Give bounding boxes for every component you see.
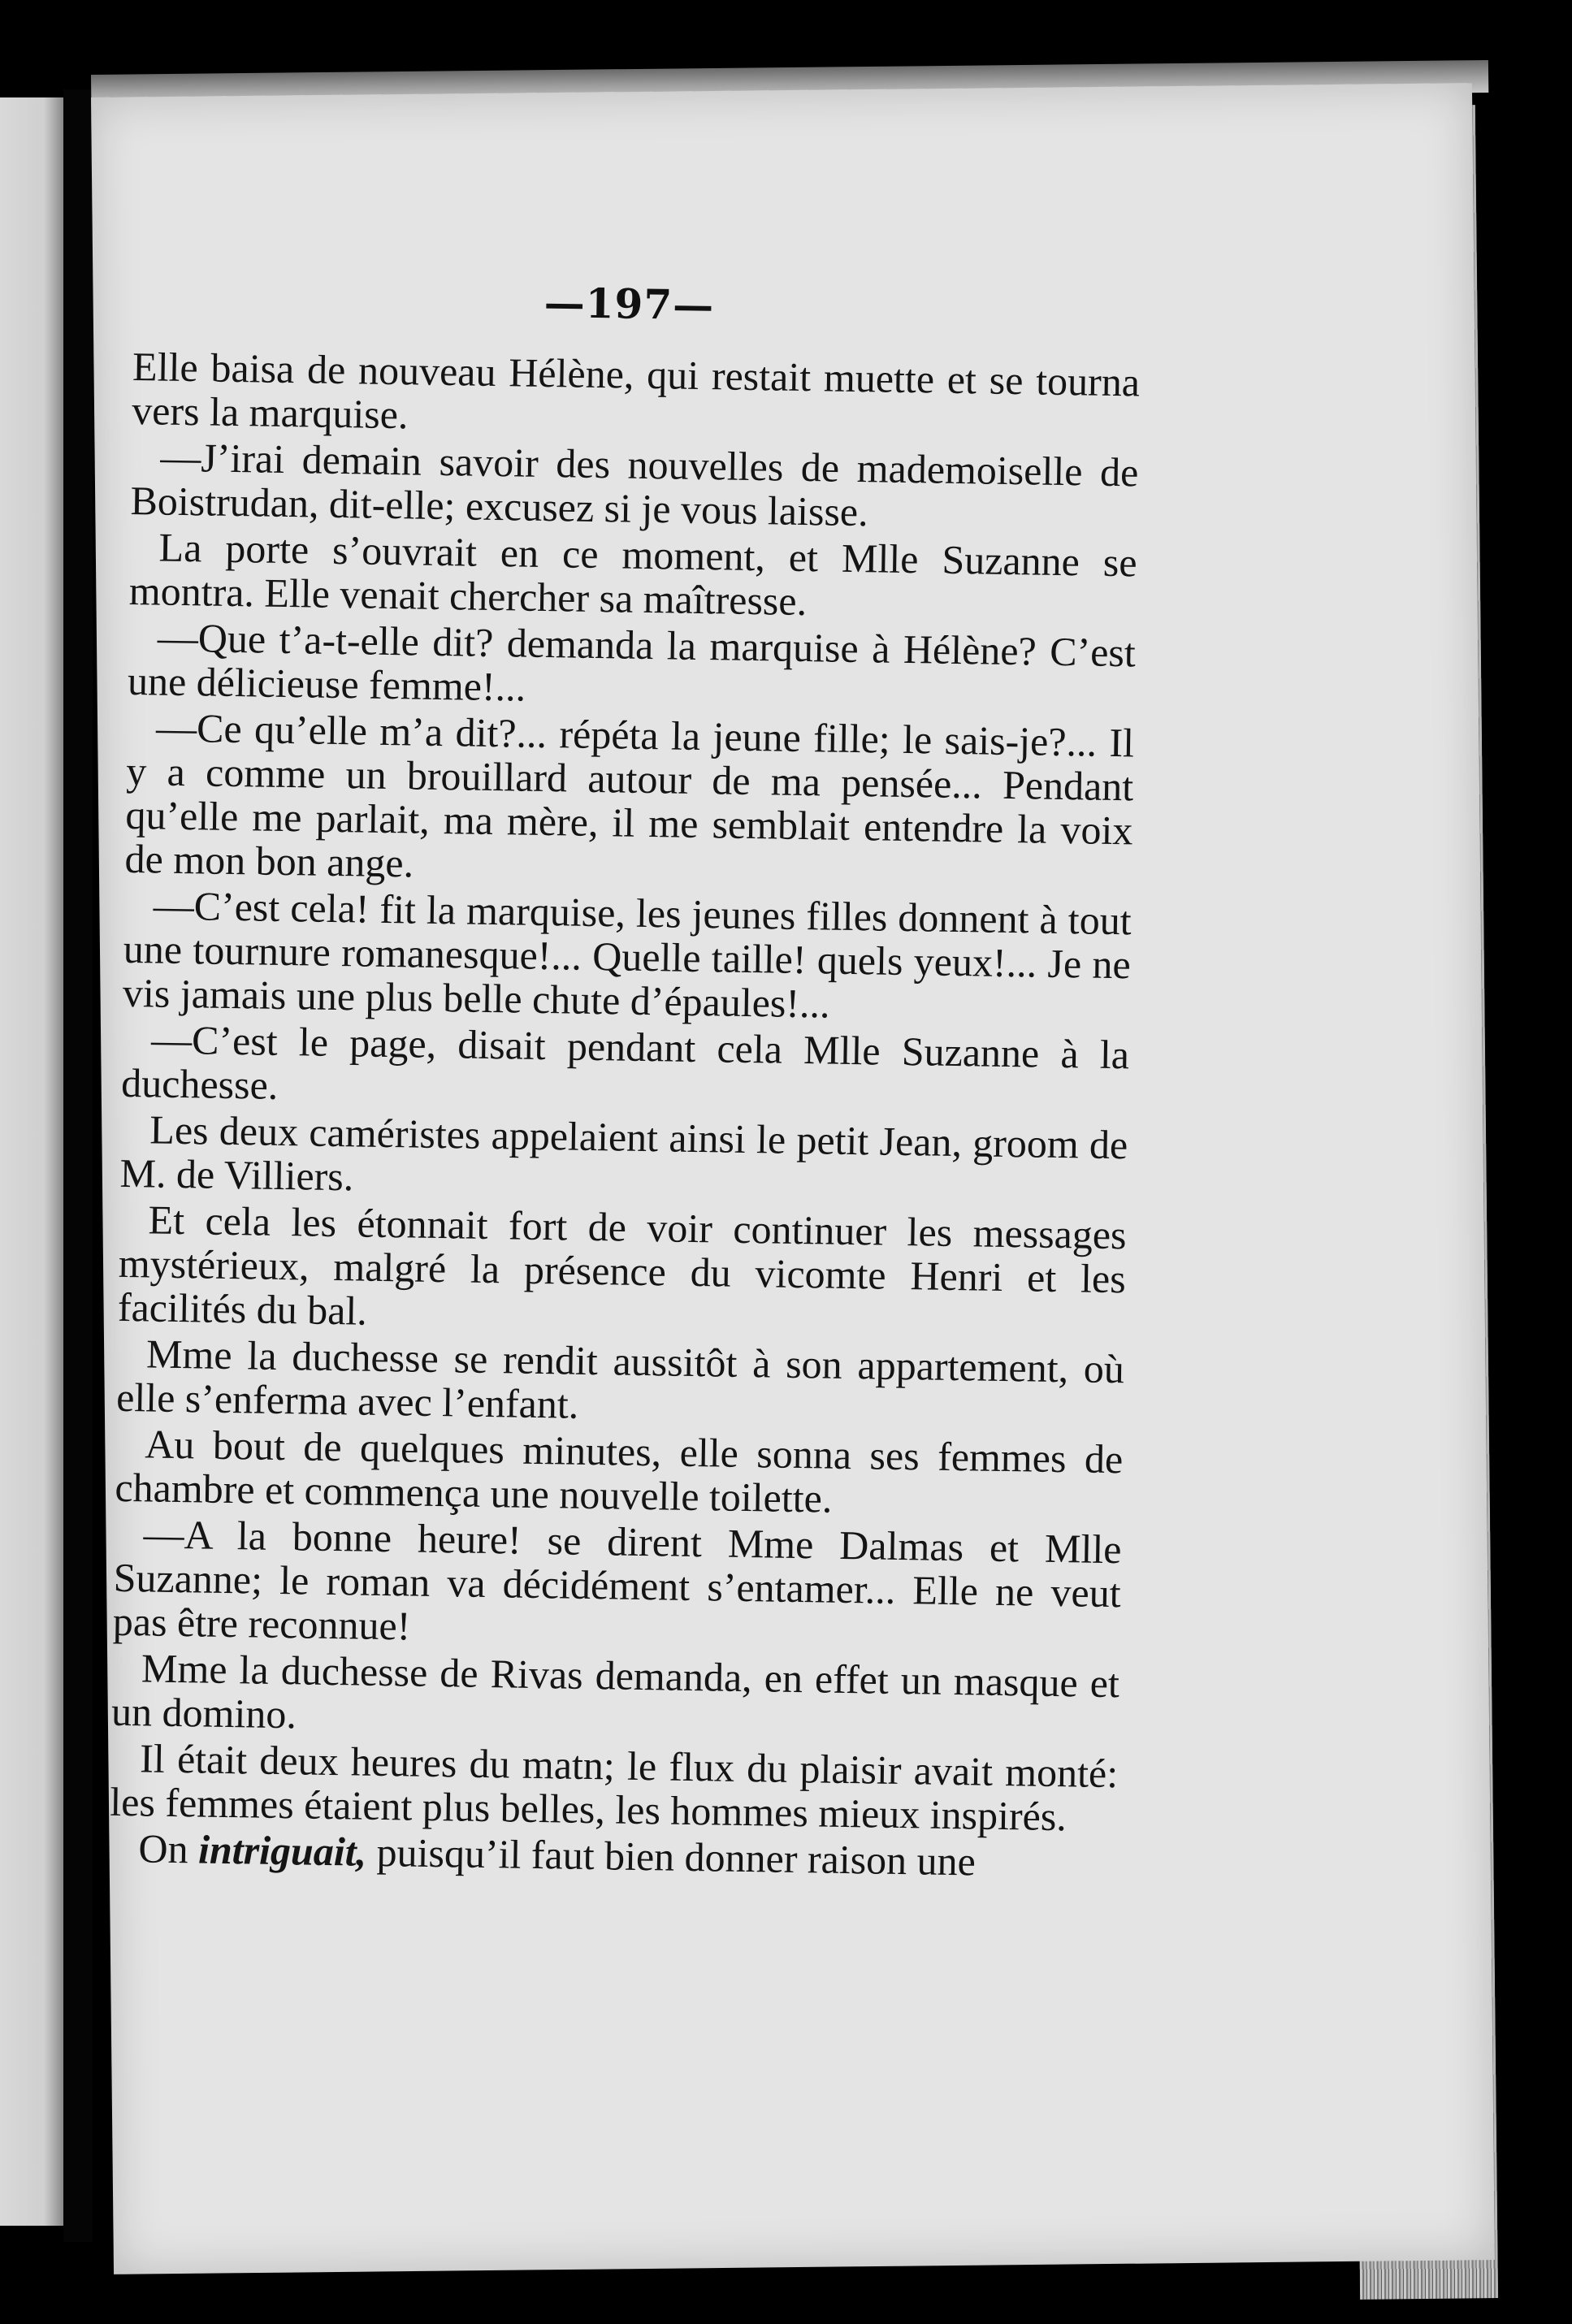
paragraph: —A la bonne heure! se dirent Mme Dalmas et Mlle Suzanne; le roman va décidément s’entamer... Elle ne veut pas être reconnue! [112,1511,1122,1649]
paragraph: Au bout de quelques minutes, elle sonna ses femmes de chambre et commença une nouvelle toilette. [115,1421,1124,1521]
paragraph: —C’est le page, disait pendant cela Mlle Suzanne à la duchesse. [120,1016,1130,1108]
paragraph-text-before: On [138,1825,199,1872]
paragraph: Mme la duchesse de Rivas demanda, en effet un masque et un domino. [110,1645,1120,1738]
paragraph: Il était deux heures du matn; le flux du plaisir avait monté: les femmes étaient plus belles, les hommes mieux inspirés. [109,1735,1119,1840]
paragraph: Mme la duchesse se rendit aussitôt à son appartement, où elle s’enferma avec l’enfant. [115,1331,1125,1427]
italic-word: intriguait, [197,1826,367,1875]
paragraph: —Ce qu’elle m’a dit?... répéta la jeune fille; le sais-je?... Il y a comme un brouillard autour de ma pensée... Pendant qu’elle me parlait, ma mère, il me semblait entendre la voix de mon bon ange. [124,704,1135,886]
paragraph: Elle baisa de nouveau Hélène, qui restait muette et se tourna vers la marquise. [131,343,1141,438]
paragraph: —C’est cela! fit la marquise, les jeunes filles donnent à tout une tournure romanesque!... Quelle taille! quels yeux!... Je ne vis jamais une plus belle chute d’épaules!... [122,882,1132,1027]
book-spine-shadow [63,89,93,2242]
facing-page-edge [0,97,63,2226]
page-text-block [109,272,1141,1888]
paragraph: Les deux caméristes appelaient ainsi le petit Jean, groom de M. de Villiers. [119,1106,1128,1200]
paragraph: —J’irai demain savoir des nouvelles de mademoiselle de Boistrudan, dit-elle; excusez si je vous laisse. [130,434,1139,535]
paragraph-text-after: puisqu’il faut bien donner raison une [366,1828,977,1885]
page-number: —197— [543,278,715,330]
paragraph: —Que t’a-t-elle dit? demanda la marquise à Hélène? C’est une délicieuse femme!... [127,614,1137,710]
paragraph: Et cela les étonnait fort de voir continuer les messages mystérieux, malgré la présence du vicomte Henri et les facilités du bal. [117,1197,1127,1334]
paragraph: La porte s’ouvrait en ce moment, et Mlle Suzanne se montra. Elle venait chercher sa maîtresse. [128,524,1137,625]
